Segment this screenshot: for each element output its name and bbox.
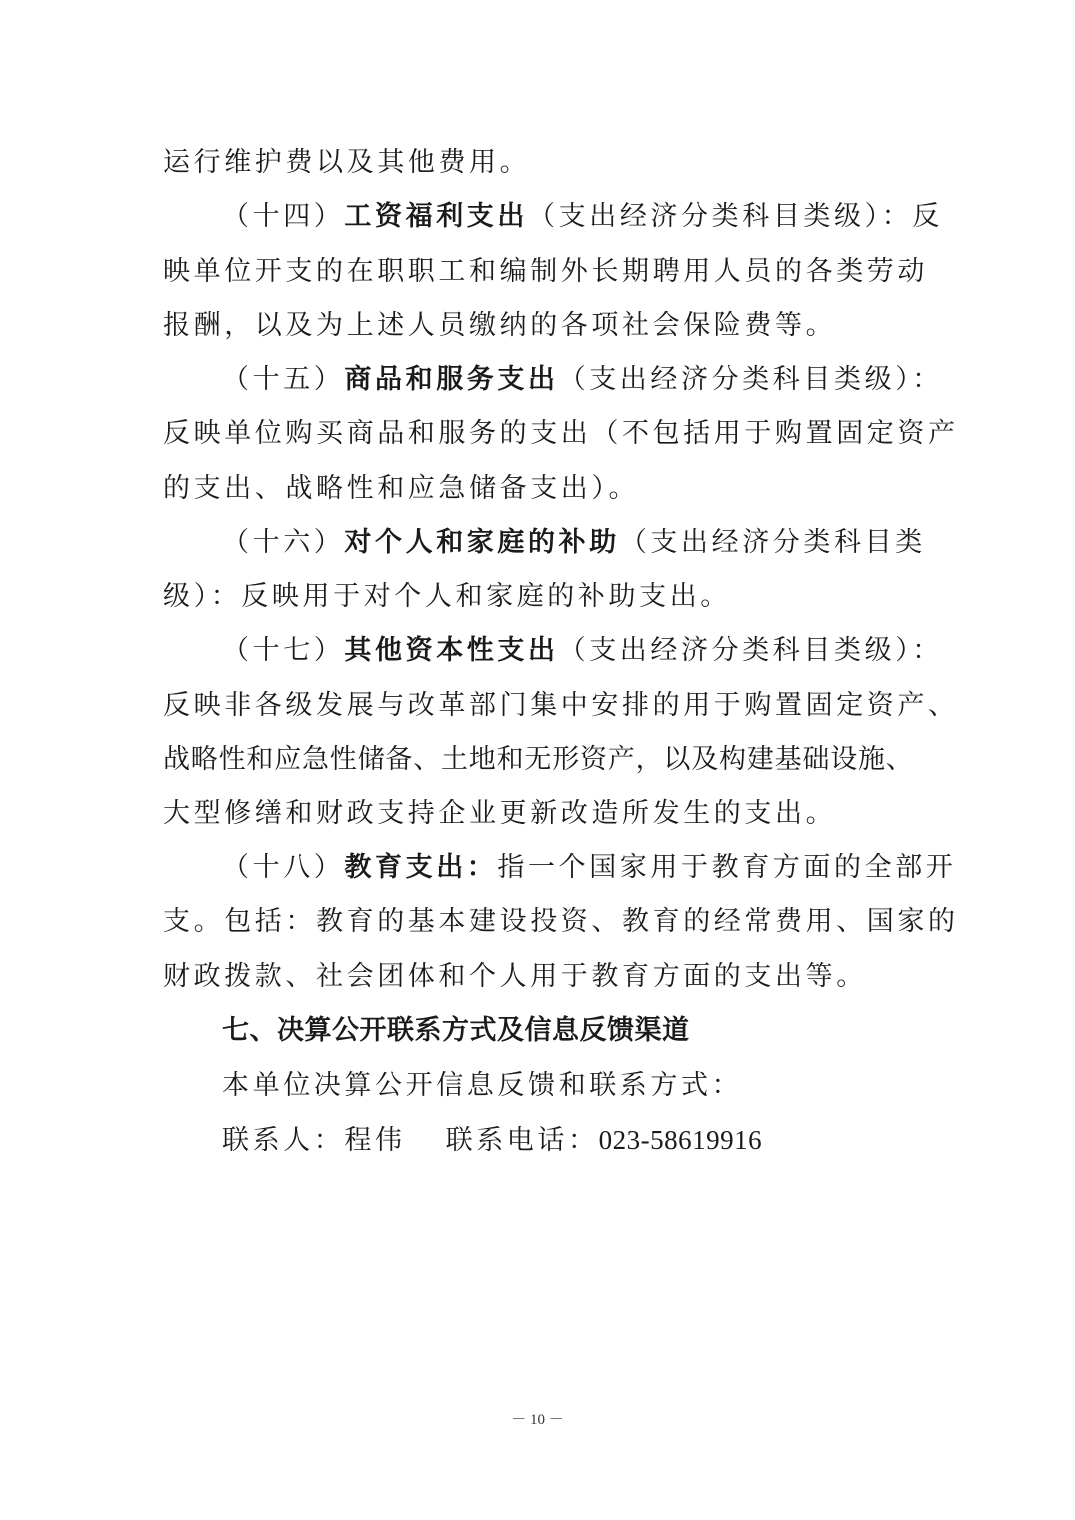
item-18-heading-line [222,850,956,886]
item-15-line-1: 的支出、战略性和应急储备支出）。 [163,473,640,504]
item-18-qualifier: 指一个国家用于教育方面的全部开 [497,852,957,883]
contact-person-name: 程伟 [344,1125,406,1156]
item-15-heading-line [222,362,943,398]
item-17-heading-line [222,633,943,669]
item-14-term: 工资福利支出 [344,201,529,232]
item-17-line-1: 战略性和应急性储备、土地和无形资产，以及构建基础设施、 [163,744,914,775]
item-18-line-0: 支。包括：教育的基本建设投资、教育的经常费用、国家的 [163,906,959,937]
contact-phone-value: 023-58619916 [598,1125,763,1155]
item-16-qualifier: （支出经济分类科目类 [619,527,926,558]
item-15-number: （十五） [222,364,345,395]
item-17-line-0: 反映非各级发展与改革部门集中安排的用于购置固定资产、 [163,690,959,721]
item-17-number: （十七） [222,635,345,666]
page-number: － 10 － [511,1412,564,1428]
item-18-number: （十八） [222,852,345,883]
item-16-number: （十六） [222,527,345,558]
contact-line [222,1122,762,1159]
contact-person-label: 联系人： [222,1125,345,1156]
item-16-term: 对个人和家庭的补助 [344,527,620,558]
item-14-number: （十四） [222,201,345,232]
item-18-line-1: 财政拨款、社会团体和个人用于教育方面的支出等。 [163,961,867,992]
item-14-line-2: 报酬，以及为上述人员缴纳的各项社会保险费等。 [163,310,837,341]
item-15-line-0: 反映单位购买商品和服务的支出（不包括用于购置固定资产 [163,418,959,449]
item-18-term: 教育支出： [344,852,498,883]
section-heading: 七、决算公开联系方式及信息反馈渠道 [222,1015,690,1046]
item-17-line-2: 大型修缮和财政支持企业更新改造所发生的支出。 [163,798,837,829]
contact-intro: 本单位决算公开信息反馈和联系方式： [222,1070,743,1101]
item-17-term: 其他资本性支出 [344,635,559,666]
item-16-heading-line [222,525,926,561]
item-14-line-0: 反 [912,201,943,232]
contact-phone-label: 联系电话： [445,1125,599,1156]
item-14-qualifier: （支出经济分类科目类级）： [528,201,913,232]
item-14-line-1: 映单位开支的在职职工和编制外长期聘用人员的各类劳动 [163,256,928,287]
item-16-line-0: 级）：反映用于对个人和家庭的补助支出。 [163,581,731,612]
item-15-term: 商品和服务支出 [344,364,559,395]
paragraph-continuation [163,145,530,181]
continuation-text: 运行维护费以及其他费用。 [163,147,531,178]
item-15-qualifier: （支出经济分类科目类级）： [558,364,943,395]
item-17-qualifier: （支出经济分类科目类级）： [558,635,943,666]
item-14-heading-line [222,199,943,235]
